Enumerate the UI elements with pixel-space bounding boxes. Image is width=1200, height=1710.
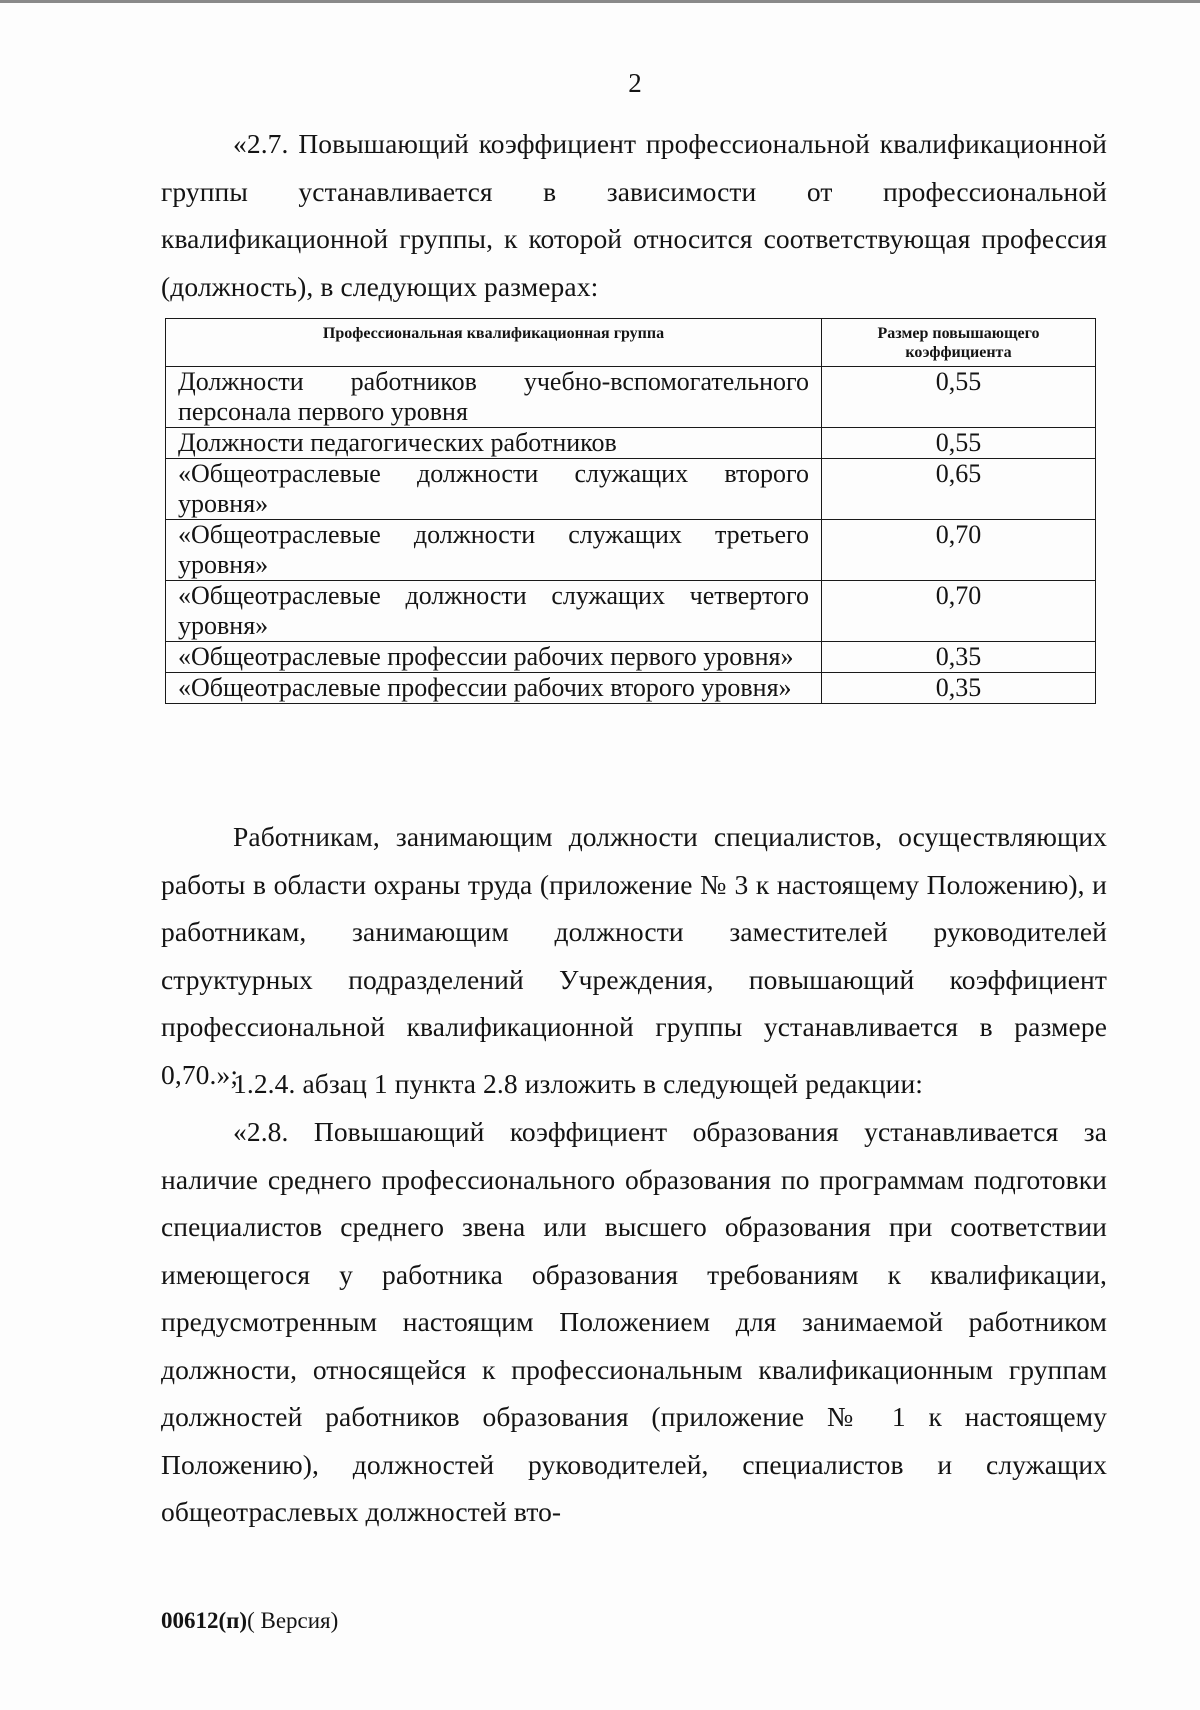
row-group: «Общеотраслевые профессии рабочих второго уровня» [166,673,822,704]
table-row [166,581,1096,642]
row-coefficient: 0,65 [822,459,1096,520]
row-group: «Общеотраслевые должности служащих четвертого уровня» [166,581,822,642]
row-coefficient: 0,55 [822,428,1096,459]
table-row [166,642,1096,673]
top-rule [0,0,1200,3]
paragraph-2-8: «2.8. Повышающий коэффициент образования устанавливается за наличие среднего профессионального образования по программам подготовки специалистов среднего звена или высшего образования при соответствии имеющегося у работника образования требованиям к квалификации, предусмотренным настоящим Положением для занимаемой работником должности, относящейся к профессиональным квалификационным группам должностей работников образования (приложение № 1 к настоящему Положению), должностей руководителей, специалистов и служащих общеотраслевых должностей вто- [161,1116,1107,1527]
footer-version: ( Версия) [247,1608,339,1633]
row-group: «Общеотраслевые должности служащих второго уровня» [166,459,822,520]
row-coefficient: 0,35 [822,642,1096,673]
row-coefficient: 0,70 [822,520,1096,581]
footer-document-code [161,1608,338,1634]
header-group: Профессиональная квалификационная группа [166,319,822,367]
table-row [166,520,1096,581]
row-coefficient: 0,70 [822,581,1096,642]
row-group: Должности педагогических работников [166,428,822,459]
row-group: Должности работников учебно-вспомогательного персонала первого уровня [166,367,822,428]
table-header-row [166,319,1096,367]
coefficient-table [165,318,1096,704]
paragraph-2-7: «2.7. Повышающий коэффициент профессиональной квалификационной группы устанавливается в зависимости от профессиональной квалификационной группы, к которой относится соответствующая профессия (должность), в следующих размерах: [161,128,1107,302]
row-group: «Общеотраслевые должности служащих третьего уровня» [166,520,822,581]
table-row [166,459,1096,520]
table-row [166,428,1096,459]
header-coefficient: Размер повышающего коэффициента [822,319,1096,367]
row-coefficient: 0,35 [822,673,1096,704]
footer-code: 00612(п) [161,1608,248,1633]
page-number: 2 [628,68,642,98]
table-row [166,367,1096,428]
row-coefficient: 0,55 [822,367,1096,428]
row-group: «Общеотраслевые профессии рабочих первого уровня» [166,642,822,673]
paragraph-occupational-safety: Работникам, занимающим должности специалистов, осуществляющих работы в области охраны труда (приложение № 3 к настоящему Положению), и работникам, занимающим должности заместителей руководителей структурных подразделений Учреждения, повышающий коэффициент профессиональной квалификационной группы устанавливается в размере 0,70.»; [161,821,1107,1090]
table-row [166,673,1096,704]
paragraph-1-2-4: 1.2.4. абзац 1 пункта 2.8 изложить в следующей редакции: [233,1068,924,1099]
